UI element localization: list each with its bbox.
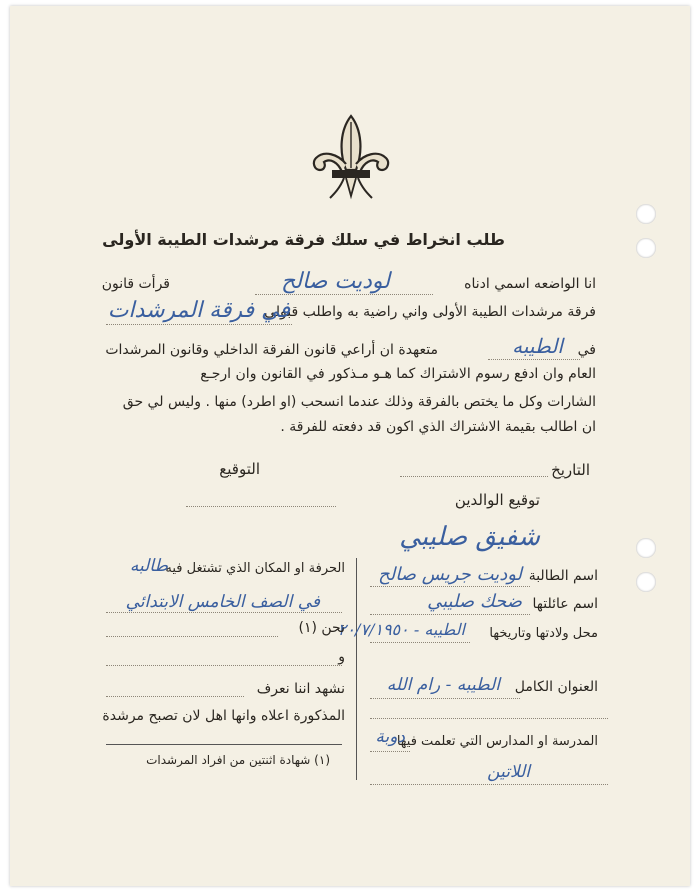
form-title: طلب انخراط في سلك فرقة مرشدات الطيبة الأولى <box>102 230 505 249</box>
declaration-line-6: ان اطالب بقيمة الاشتراك الذي اكون قد دفعته للفرقة . <box>280 419 596 435</box>
school-underline-2 <box>370 784 608 785</box>
footnote: (١) شهادة اثنتين من افراد المرشدات <box>146 753 330 767</box>
family-name-label: اسم عائلتها <box>532 596 598 612</box>
and-label: و <box>338 649 345 665</box>
signature-underline <box>186 506 336 507</box>
address-underline-2 <box>370 718 608 719</box>
school-value-2: اللاتين <box>487 762 530 782</box>
signature-label: التوقيع <box>219 460 260 478</box>
application-form-page <box>10 6 690 886</box>
birth-underline <box>370 642 470 643</box>
address-underline <box>370 698 520 699</box>
school-value-1: دوبة <box>375 727 405 747</box>
school-label: المدرسة او المدارس التي تعلمت فيها <box>396 734 598 749</box>
job-label: الحرفة او المكان الذي تشتغل فيه <box>165 561 345 576</box>
student-name-underline <box>370 586 530 587</box>
line-3-underline <box>488 359 580 360</box>
we-label: نحن (١) <box>298 620 345 636</box>
address-value: الطيبه - رام الله <box>386 675 500 695</box>
declaration-line-1-start: انا الواضعه اسمي ادناه <box>464 276 596 292</box>
birth-label: محل ولادتها وتاريخها <box>489 626 598 641</box>
date-underline <box>400 476 548 477</box>
parents-signature-label: توقيع الوالدين <box>454 491 540 509</box>
footnote-rule <box>106 744 342 745</box>
testify-underline <box>106 696 244 697</box>
school-underline <box>370 751 410 752</box>
birth-value: الطيبه - ٢٠/٧/١٩٥٠ <box>337 620 465 639</box>
binder-hole <box>636 204 656 224</box>
date-label: التاريخ <box>551 461 590 479</box>
binder-hole <box>636 538 656 558</box>
family-name-value: ضحك صليبي <box>427 591 522 612</box>
fleur-de-lis-icon <box>310 112 392 208</box>
declaration-line-4: العام وان ادفع رسوم الاشتراك كما هـو مـذكور في القانون وان ارجـع <box>200 366 596 382</box>
job-value-1: طالبه <box>129 556 168 576</box>
declaration-line-3-end: متعهدة ان أراعي قانون الفرقة الداخلي وقانون المرشدات <box>105 342 438 358</box>
mentioned-label: المذكورة اعلاه وانها اهل لان تصبح مرشدة <box>102 708 345 724</box>
binder-hole <box>636 238 656 258</box>
parents-signature-handwritten: شفيق صليبي <box>399 522 540 552</box>
binder-hole <box>636 572 656 592</box>
student-name-label: اسم الطالبة <box>528 568 598 584</box>
we-underline <box>106 636 278 637</box>
family-name-underline <box>370 614 530 615</box>
job-underline <box>106 612 342 613</box>
address-label: العنوان الكامل <box>514 679 598 695</box>
applicant-name-handwritten: لوديت صالح <box>281 269 390 294</box>
troop-handwritten: في فرقة المرشدات <box>107 298 290 323</box>
and-underline <box>106 665 342 666</box>
column-divider <box>356 558 357 780</box>
testify-label: نشهد اننا نعرف <box>256 681 345 697</box>
student-name-value: لوديت جريس صالح <box>378 564 522 585</box>
declaration-line-3-start: في <box>577 342 596 358</box>
village-handwritten: الطيبه <box>512 334 563 358</box>
name-underline <box>255 294 433 295</box>
line-2-underline <box>106 324 292 325</box>
job-value-2: في الصف الخامس الابتدائي <box>125 592 320 612</box>
declaration-line-2-start: فرقة مرشدات الطيبة الأولى واني راضية به واطلب قبولي <box>264 304 596 320</box>
declaration-line-1-end: قرأت قانون <box>101 276 170 292</box>
declaration-line-5: الشارات وكل ما يختص بالفرقة وذلك عندما انسحب (او اطرد) منها . وليس لي حق <box>122 394 596 410</box>
